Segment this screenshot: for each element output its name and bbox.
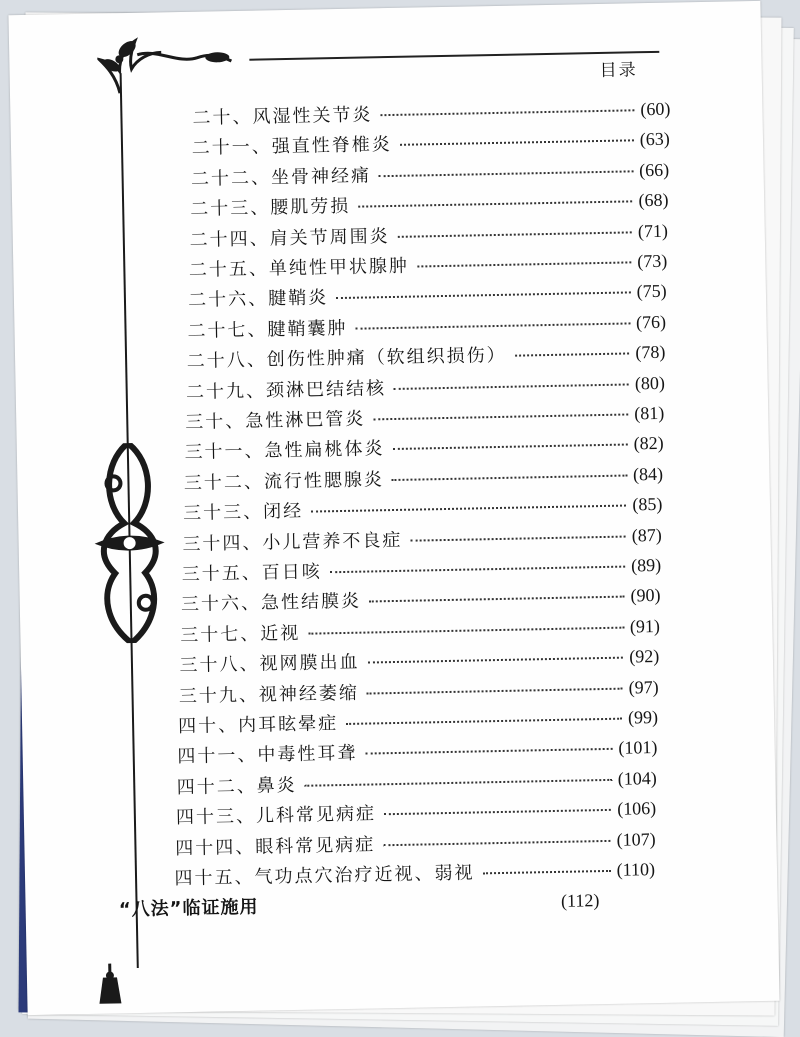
toc-entry-page: (66) <box>638 159 670 181</box>
toc-entry-title: 三十二、流行性腮腺炎 <box>183 468 385 494</box>
toc-entry-title: 三十、急性淋巴管炎 <box>185 408 366 433</box>
toc-entry-page: (89) <box>630 554 662 576</box>
toc-leader-dots <box>400 140 634 146</box>
toc-leader-dots <box>373 413 628 420</box>
toc-entry-title: 二十二、坐骨神经痛 <box>190 165 372 190</box>
toc-leader-dots <box>305 779 612 787</box>
toc-entry-title: 三十一、急性扁桃体炎 <box>184 438 385 464</box>
toc-entry-title: 二十八、创伤性肿痛（软组织损伤） <box>186 344 507 373</box>
toc-entry-page: (90) <box>630 585 661 606</box>
toc-leader-dots <box>379 170 633 177</box>
toc-entry-page: (87) <box>631 524 662 546</box>
toc-entry-page: (80) <box>634 372 666 393</box>
toc-entry-page: (91) <box>629 615 661 637</box>
toc-entry-page: (71) <box>637 220 669 241</box>
toc-leader-dots <box>330 566 625 574</box>
toc-entry-title: 四十五、气功点穴治疗近视、弱视 <box>174 862 475 890</box>
toc-leader-dots <box>358 201 632 208</box>
toc-entry-title: 四十、内耳眩晕症 <box>177 713 339 738</box>
toc-leader-dots <box>394 383 629 390</box>
toc-entry-title: 四十二、鼻炎 <box>176 774 297 799</box>
page-header: 目录 <box>599 60 638 81</box>
toc-entry-page: (112) <box>560 890 600 912</box>
toc-entry-title: 四十三、儿科常见病症 <box>175 803 377 829</box>
toc-leader-dots <box>393 444 628 451</box>
toc-leader-dots <box>483 870 611 874</box>
toc-entry-page: (63) <box>639 129 670 150</box>
toc-leader-dots <box>365 748 612 755</box>
toc-leader-dots <box>398 231 632 237</box>
toc-entry-page: (78) <box>635 341 666 363</box>
toc-entry-title: 二十六、腱鞘炎 <box>187 287 329 312</box>
toc-leader-dots <box>410 535 625 541</box>
toc-entry-title: 二十九、颈淋巴结结核 <box>185 377 387 403</box>
toc-entry-page: (73) <box>637 250 668 272</box>
toc-leader-dots <box>367 687 623 694</box>
toc-entry-page: (85) <box>632 494 663 515</box>
toc-entry-page: (106) <box>617 798 657 819</box>
toc-entry-page: (92) <box>629 646 660 667</box>
toc-entry-title: 三十六、急性结膜炎 <box>180 591 362 616</box>
toc-entry-page: (104) <box>617 767 657 789</box>
toc-leader-dots <box>384 809 611 815</box>
toc-entry-page: (60) <box>640 98 671 120</box>
toc-page <box>8 1 779 1015</box>
toc-leader-dots <box>417 261 631 267</box>
toc-entry-title: 二十五、单纯性甲状腺肿 <box>188 255 410 281</box>
toc-entry-title: 三十七、近视 <box>180 622 301 646</box>
toc-entry-page: (97) <box>628 676 659 698</box>
toc-leader-dots <box>392 474 627 481</box>
toc-entry-page: (81) <box>634 402 665 424</box>
toc-entry-title: 二十一、强直性脊椎炎 <box>191 134 392 160</box>
toc-entry-page: (107) <box>616 828 656 850</box>
toc-entry-title: “八法”临证施用 <box>118 897 259 921</box>
toc-leader-dots <box>267 903 556 909</box>
toc-entry-page: (75) <box>636 281 667 302</box>
toc-entry-title: 二十三、腰肌劳损 <box>190 195 351 221</box>
toc-entry-page: (68) <box>638 189 669 211</box>
toc-entry-title: 二十、风湿性关节炎 <box>192 104 373 129</box>
toc-leader-dots <box>383 839 610 845</box>
toc-leader-dots <box>355 322 630 329</box>
toc-entry-page: (110) <box>616 859 656 880</box>
toc-leader-dots <box>515 353 630 357</box>
toc-leader-dots <box>380 109 634 116</box>
toc-entry-title: 三十五、百日咳 <box>181 561 322 586</box>
toc-entry-title: 二十四、肩关节周围炎 <box>189 225 390 251</box>
toc-entry-title: 三十四、小儿营养不良症 <box>182 529 403 555</box>
toc-entry-title: 三十九、视神经萎缩 <box>178 682 360 707</box>
toc-entry-title: 四十一、中毒性耳聋 <box>177 743 358 768</box>
toc-leader-dots <box>308 626 624 634</box>
toc-leader-dots <box>336 292 631 300</box>
toc-entry-page: (99) <box>627 706 659 728</box>
toc-entry-title: 二十七、腱鞘囊肿 <box>187 317 348 342</box>
toc-entry-page: (76) <box>635 311 667 333</box>
table-of-contents <box>8 1 779 1015</box>
toc-leader-dots <box>368 657 624 664</box>
toc-leader-dots <box>346 718 622 725</box>
toc-entry-page: (84) <box>632 463 664 485</box>
toc-entry-page: (82) <box>633 433 664 454</box>
toc-entry-title: 三十三、闭经 <box>182 500 304 525</box>
toc-entry-page: (101) <box>618 737 658 759</box>
toc-entry-title: 三十八、视网膜出血 <box>179 651 360 677</box>
toc-leader-dots <box>369 596 625 603</box>
toc-leader-dots <box>311 505 626 513</box>
toc-entry-title: 四十四、眼科常见病症 <box>175 834 376 859</box>
